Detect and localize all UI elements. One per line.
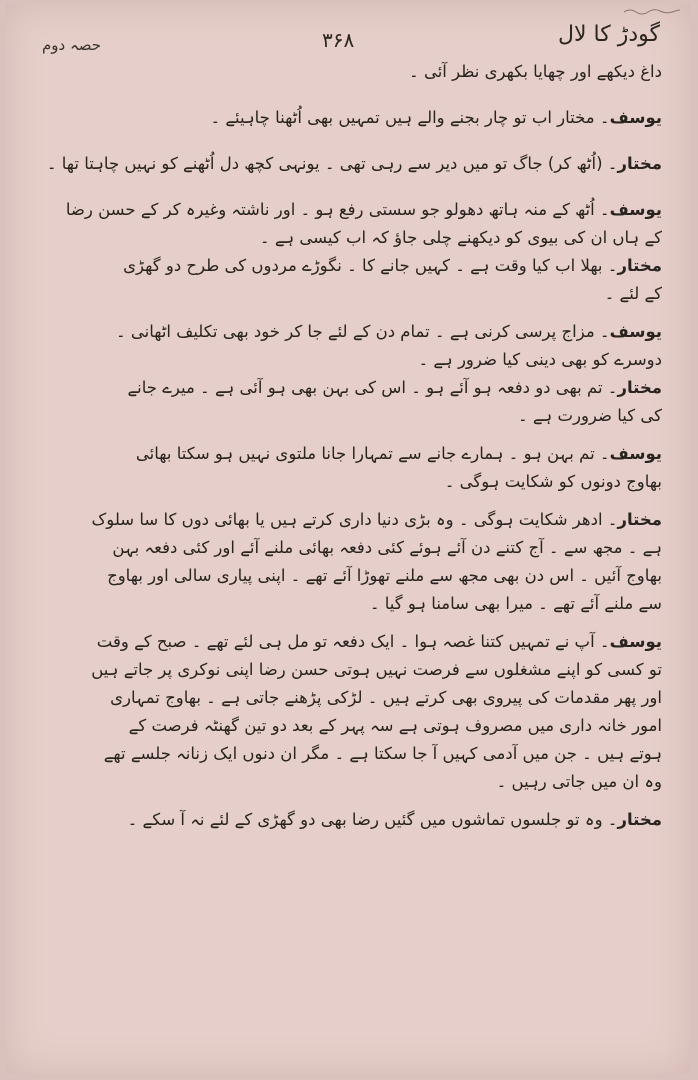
text-line — [32, 58, 662, 86]
line-text: اور پھر مقدمات کی پیروی بھی کرتے ہیں ۔ لڑکی پڑھنے جاتی ہے ۔ بھاوج تمہاری — [110, 688, 662, 707]
speaker-name: یوسف — [609, 632, 662, 651]
speaker-name: مختار — [617, 154, 662, 173]
text-line — [32, 402, 662, 430]
line-text: ۔ تم بہن ہو ۔ ہمارے جانے سے تمہارا جانا ملتوی نہیں ہو سکتا بھائی — [135, 444, 610, 463]
text-line — [32, 590, 662, 618]
part-label: حصہ دوم — [42, 36, 102, 54]
speaker-name: یوسف — [609, 322, 662, 341]
text-line — [32, 196, 662, 224]
speaker-name: مختار — [617, 810, 662, 829]
page-number: ۳۶۸ — [322, 28, 355, 52]
text-line — [32, 318, 662, 346]
line-text: ۔ (اُٹھ کر) جاگ تو میں دیر سے رہی تھی ۔ یونہی کچھ دل اُٹھنے کو نہیں چاہتا تھا ۔ — [46, 154, 618, 173]
line-text: تو کسی کو اپنے مشغلوں سے فرصت نہیں ہوتی حسن رضا اپنی نوکری پر جاتے ہیں — [91, 660, 662, 679]
speaker-name: مختار — [617, 510, 662, 529]
text-line — [32, 280, 662, 308]
line-text: دوسرے کو بھی دینی کیا ضرور ہے ۔ — [418, 350, 662, 369]
line-text: داغ دیکھے اور چھایا بکھری نظر آئی ۔ — [409, 62, 662, 81]
text-line — [32, 104, 662, 132]
text-line — [32, 224, 662, 252]
line-text: ۔ مختار اب تو چار بجنے والے ہیں تمہیں بھی اُٹھنا چاہیئے ۔ — [210, 108, 610, 127]
line-text: بھاوج دونوں کو شکایت ہوگی ۔ — [444, 472, 662, 491]
text-line — [32, 684, 662, 712]
line-text: کے لئے ۔ — [604, 284, 662, 303]
text-line — [32, 628, 662, 656]
line-text: ہوتے ہیں ۔ جن میں آدمی کہیں آ جا سکتا ہے ۔ مگر ان دنوں ایک زنانہ جلسے تھے — [103, 744, 662, 763]
text-line — [32, 656, 662, 684]
speaker-name: مختار — [617, 378, 662, 397]
page-header — [6, 18, 690, 58]
speaker-name: یوسف — [609, 444, 662, 463]
text-line — [32, 806, 662, 834]
text-line — [32, 252, 662, 280]
line-text: امور خانہ داری میں مصروف ہوتی ہے سہ پہر کے بعد دو تین گھنٹہ فرصت کے — [128, 716, 662, 735]
text-line — [32, 506, 662, 534]
text-line — [32, 346, 662, 374]
line-text: ۔ بھلا اب کیا وقت ہے ۔ کہیں جانے کا ۔ نگوڑے مردوں کی طرح دو گھڑی — [123, 256, 618, 275]
line-text: ہے ۔ مجھ سے ۔ آج کتنے دن آئے ہوئے کئی دفعہ بھائی ملنے آئے اور کئی دفعہ بہن — [112, 538, 662, 557]
text-line — [32, 440, 662, 468]
book-page — [6, 4, 690, 1074]
line-text: ۔ اُٹھ کے منہ ہاتھ دھولو جو سستی رفع ہو ۔ اور ناشتہ وغیرہ کر کے حسن رضا — [65, 200, 610, 219]
speaker-name: یوسف — [609, 200, 662, 219]
speaker-name: مختار — [617, 256, 662, 275]
line-text: بھاوج آئیں ۔ اس دن بھی مجھ سے ملنے تھوڑا آئے تھے ۔ اپنی پیاری سالی اور بھاوج — [107, 566, 662, 585]
line-text: وہ ان میں جاتی رہیں ۔ — [496, 772, 662, 791]
book-title: گودڑ کا لال — [558, 22, 660, 47]
edge-scribble-icon — [622, 6, 682, 16]
text-line — [32, 150, 662, 178]
speaker-name: یوسف — [609, 108, 662, 127]
line-text: ۔ مزاج پرسی کرنی ہے ۔ تمام دن کے لئے جا کر خود بھی تکلیف اٹھانی ۔ — [115, 322, 610, 341]
line-text: ۔ تم بھی دو دفعہ ہو آئے ہو ۔ اس کی بہن بھی ہو آئی ہے ۔ میرے جانے — [127, 378, 618, 397]
text-line — [32, 712, 662, 740]
text-line — [32, 534, 662, 562]
text-line — [32, 740, 662, 768]
text-line — [32, 468, 662, 496]
text-line — [32, 768, 662, 796]
line-text: ۔ آپ نے تمہیں کتنا غصہ ہوا ۔ ایک دفعہ تو مل ہی لئے تھے ۔ صبح کے وقت — [96, 632, 610, 651]
text-line — [32, 374, 662, 402]
line-text: کی کیا ضرورت ہے ۔ — [517, 406, 662, 425]
line-text: ۔ وہ تو جلسوں تماشوں میں گئیں رضا بھی دو گھڑی کے لئے نہ آ سکے ۔ — [127, 810, 618, 829]
line-text: ۔ ادھر شکایت ہوگی ۔ وہ بڑی دنیا داری کرتے ہیں یا بھائی دوں کا سا سلوک — [91, 510, 618, 529]
line-text: سے ملنے آئے تھے ۔ میرا بھی سامنا ہو گیا ۔ — [369, 594, 662, 613]
line-text: کے ہاں ان کی بیوی کو دیکھنے چلی جاؤ کہ اب کیسی ہے ۔ — [259, 228, 662, 247]
body-text — [32, 58, 662, 834]
text-line — [32, 562, 662, 590]
